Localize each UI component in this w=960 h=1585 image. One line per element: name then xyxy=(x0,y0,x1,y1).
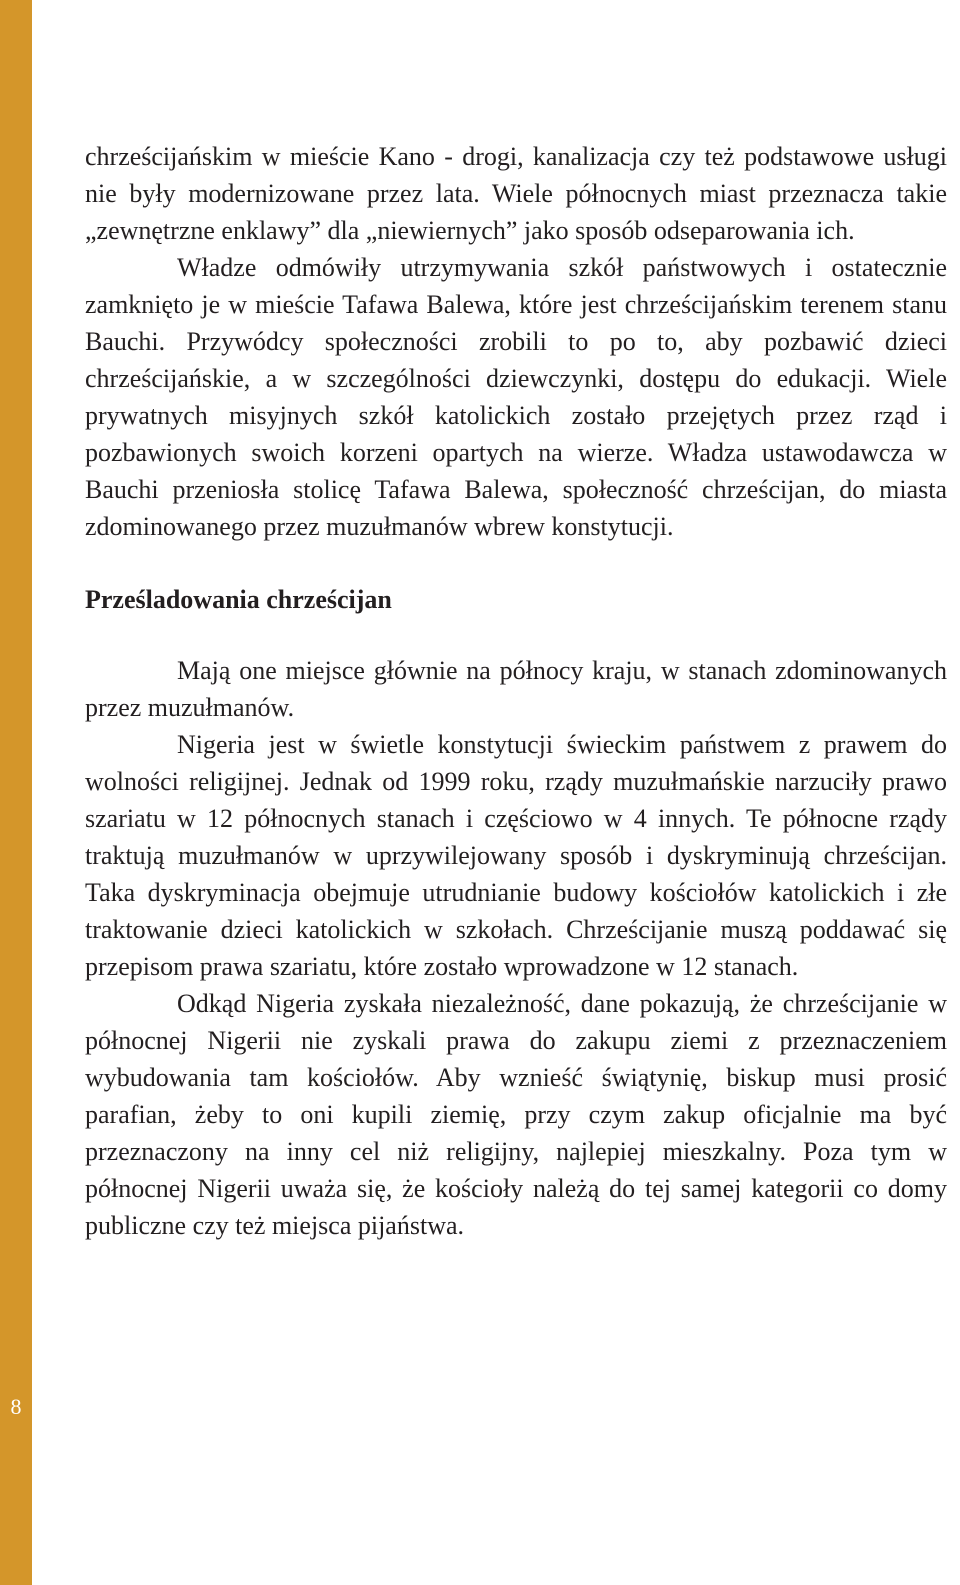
paragraph-schools: Władze odmówiły utrzymywania szkół państwowych i ostatecznie zamknięto je w mieście Tafawa Balewa, które jest chrześcijańskim terenem stanu Bauchi. Przywódcy społeczności zrobili to po to, aby pozbawić dzieci chrześcijańskie, a w szczególności dziewczynki, dostępu do edukacji. Wiele prywatnych misyjnych szkół katolickich zostało przejętych przez rząd i pozbawionych swoich korzeni opartych na wierze. Władza ustawodawcza w Bauchi przeniosła stolicę Tafawa Balewa, społeczność chrześcijan, do miasta zdominowanego przez muzułmanów wbrew konstytucji. xyxy=(85,253,947,541)
section-heading: Prześladowania chrześcijan xyxy=(85,585,392,614)
paragraph-land-rights: Odkąd Nigeria zyskała niezależność, dane pokazują, że chrześcijanie w północnej Nigerii nie zyskali prawa do zakupu ziemi z przeznaczeniem wybudowania tam kościołów. Aby wznieść świątynię, biskup musi prosić parafian, żeby to oni kupili ziemię, przy czym zakup oficjalnie ma być przeznaczony na inny cel niż religijny, najlepiej mieszkalny. Poza tym w północnej Nigerii uważa się, że kościoły należą do tej samej kategorii co domy publiczne czy też miejsca pijaństwa. xyxy=(85,989,947,1240)
paragraph-continuation: chrześcijańskim w mieście Kano - drogi, kanalizacja czy też podstawowe usługi nie były modernizowane przez lata. Wiele północnych miast przeznacza takie „zewnętrzne enklawy” dla „niewiernych” jako sposób odseparowania ich. xyxy=(85,142,947,245)
page-number: 8 xyxy=(10,1394,22,1419)
paragraph-persecution-intro: Mają one miejsce głównie na północy kraju, w stanach zdominowanych przez muzułmanów. xyxy=(85,656,947,722)
page-content xyxy=(85,138,947,1244)
paragraph-sharia: Nigeria jest w świetle konstytucji świeckim państwem z prawem do wolności religijnej. Jednak od 1999 roku, rządy muzułmańskie narzuciły prawo szariatu w 12 północnych stanach i częściowo w 4 innych. Te północne rządy traktują muzułmanów w uprzywilejowany sposób i dyskryminują chrześcijan. Taka dyskryminacja obejmuje utrudnianie budowy kościołów katolickich i złe traktowanie dzieci katolickich w szkołach. Chrześcijanie muszą poddawać się przepisom prawa szariatu, które zostało wprowadzone w 12 stanach. xyxy=(85,730,947,981)
page-side-bar xyxy=(0,0,32,1585)
